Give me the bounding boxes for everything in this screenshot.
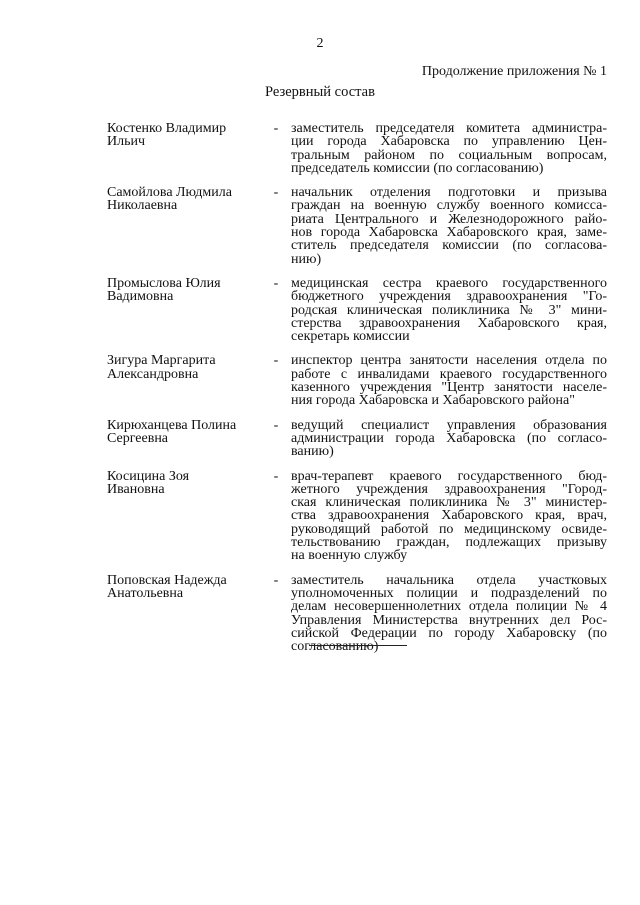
member-name-line: Николаевна bbox=[107, 198, 178, 214]
member-role-line: ции города Хабаровска по управлению Цен- bbox=[291, 134, 607, 150]
member-name bbox=[107, 354, 262, 407]
member-role-line: ванию) bbox=[291, 444, 334, 460]
member-role bbox=[291, 277, 607, 343]
document-title: Резервный состав bbox=[265, 84, 375, 100]
member-name-line: Ильич bbox=[107, 134, 146, 150]
member-entry bbox=[107, 122, 607, 175]
member-entry bbox=[107, 354, 607, 407]
member-dash: - bbox=[273, 572, 279, 588]
member-role bbox=[291, 122, 607, 175]
member-role-line: руководящий работой по медицинскому освиде- bbox=[291, 521, 607, 537]
member-role-line: риата Центрального и Железнодорожного райо- bbox=[291, 211, 607, 227]
member-role-line: председатель комиссии (по согласованию) bbox=[291, 160, 544, 176]
members-list bbox=[107, 122, 607, 664]
member-role-line: уполномоченных полиции и подразделений по bbox=[291, 585, 607, 601]
member-name-line: Вадимовна bbox=[107, 289, 174, 305]
member-role-line: бюджетного учреждения здравоохранения "Го- bbox=[291, 289, 607, 305]
member-role-line: секретарь комиссии bbox=[291, 329, 410, 345]
member-name bbox=[107, 470, 262, 563]
member-dash: - bbox=[273, 275, 279, 291]
member-role-line: администрации города Хабаровска (по согласо- bbox=[291, 430, 607, 446]
member-dash: - bbox=[273, 185, 279, 201]
member-role-line: заместитель начальника отдела участковых bbox=[291, 572, 607, 588]
member-dash: - bbox=[273, 353, 279, 369]
appendix-continuation-label: Продолжение приложения № 1 bbox=[421, 64, 607, 79]
member-role-line: жетного учреждения здравоохранения "Город- bbox=[291, 481, 607, 497]
member-role-line: граждан на военную службу военного комисса- bbox=[291, 198, 607, 214]
member-name-line: Промыслова Юлия bbox=[107, 275, 221, 291]
member-name bbox=[107, 419, 262, 459]
member-name bbox=[107, 574, 262, 654]
member-role-line: заместитель председателя комитета администра- bbox=[291, 121, 607, 136]
member-entry bbox=[107, 574, 607, 654]
member-name-line: Анатольевна bbox=[107, 585, 184, 601]
member-name bbox=[107, 186, 262, 266]
member-role-line: инспектор центра занятости населения отдела по bbox=[291, 353, 607, 369]
member-role-line: родская клиническая поликлиника № 3" мини- bbox=[291, 302, 607, 318]
member-role-line: согласованию) bbox=[291, 639, 379, 655]
member-role-line: на военную службу bbox=[291, 548, 408, 564]
member-entry bbox=[107, 277, 607, 343]
member-dash: - bbox=[273, 121, 279, 136]
member-name-line: Самойлова Людмила bbox=[107, 185, 232, 201]
member-role bbox=[291, 354, 607, 407]
page-number: 2 bbox=[316, 36, 324, 51]
member-role-line: медицинская сестра краевого государственного bbox=[291, 275, 607, 291]
member-role bbox=[291, 574, 607, 654]
member-name-line: Ивановна bbox=[107, 481, 165, 497]
member-role-line: ведущий специалист управления образования bbox=[291, 417, 607, 433]
member-name-line: Александровна bbox=[107, 366, 199, 382]
member-role-line: ститель председателя комиссии (по согласова- bbox=[291, 238, 607, 254]
member-role-line: Управления Министерства внутренних дел Рос- bbox=[291, 612, 607, 628]
member-name-line: Сергеевна bbox=[107, 430, 169, 446]
member-role bbox=[291, 186, 607, 266]
member-role-line: начальник отделения подготовки и призыва bbox=[291, 185, 607, 201]
member-name-line: Зигура Маргарита bbox=[107, 353, 216, 369]
member-name-line: Кирюханцева Полина bbox=[107, 417, 237, 433]
closing-rule bbox=[309, 645, 407, 646]
member-name-line: Косицина Зоя bbox=[107, 468, 190, 484]
member-role-line: ния города Хабаровска и Хабаровского района" bbox=[291, 393, 575, 409]
member-name bbox=[107, 122, 262, 175]
member-name bbox=[107, 277, 262, 343]
member-role-line: ская клиническая поликлиника № 3" министер- bbox=[291, 495, 607, 511]
member-name-line: Костенко Владимир bbox=[107, 121, 227, 136]
member-role-line: тельствованию граждан, подлежащих призыву bbox=[291, 535, 607, 551]
member-role bbox=[291, 419, 607, 459]
member-entry bbox=[107, 470, 607, 563]
member-role-line: ства здравоохранения Хабаровского края, врач, bbox=[291, 508, 607, 524]
member-role-line: нию) bbox=[291, 251, 322, 267]
member-role-line: стерства здравоохранения Хабаровского края, bbox=[291, 315, 607, 331]
member-role-line: тральным районом по социальным вопросам, bbox=[291, 147, 607, 163]
member-entry bbox=[107, 186, 607, 266]
member-role-line: работе с инвалидами краевого государственного bbox=[291, 366, 607, 382]
member-role-line: сийской Федерации по городу Хабаровску (по bbox=[291, 625, 607, 641]
member-role-line: казенного учреждения "Центр занятости населе- bbox=[291, 380, 607, 396]
member-entry bbox=[107, 419, 607, 459]
member-role bbox=[291, 470, 607, 563]
member-dash: - bbox=[273, 417, 279, 433]
member-role-line: делам несовершеннолетних отдела полиции № 4 bbox=[291, 599, 607, 615]
member-name-line: Поповская Надежда bbox=[107, 572, 227, 588]
member-role-line: нов города Хабаровска Хабаровского края, заме- bbox=[291, 225, 607, 241]
member-dash: - bbox=[273, 468, 279, 484]
member-role-line: врач-терапевт краевого государственного бюд- bbox=[291, 468, 607, 484]
